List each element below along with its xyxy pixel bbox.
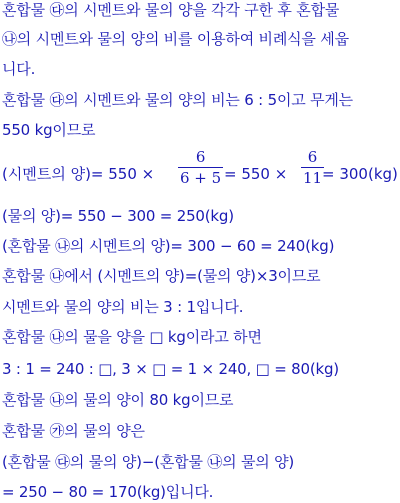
text-line: 3 : 1 = 240 : □, 3 × □ = 1 × 240, □ = 80(kg) <box>2 360 339 378</box>
text-line: 니다. <box>2 60 36 78</box>
formula-middle: = 550 × <box>224 165 288 183</box>
text-line: 혼합물 ㉯에서 (시멘트의 양)=(물의 양)×3이므로 <box>2 267 321 285</box>
text-line: 550 kg이므로 <box>2 121 96 139</box>
fraction-6-over-11 <box>301 148 324 187</box>
text-line: = 250 − 80 = 170(kg)입니다. <box>2 483 214 501</box>
text-line: 시멘트와 물의 양의 비는 3 : 1입니다. <box>2 298 244 316</box>
text-line: 혼합물 ㉰의 시멘트와 물의 양을 각각 구한 후 혼합물 <box>2 1 340 19</box>
fraction-numerator: 6 <box>195 148 206 166</box>
text-line: 혼합물 ㉯의 물을 양을 □ kg이라고 하면 <box>2 328 262 346</box>
fraction-denominator: 11 <box>303 169 323 188</box>
fraction-bar <box>178 167 223 168</box>
formula-prefix: (시멘트의 양)= 550 × <box>2 165 155 183</box>
text-line: (혼합물 ㉰의 물의 양)−(혼합물 ㉯의 물의 양) <box>2 453 295 471</box>
fraction-bar <box>301 167 324 168</box>
text-line: ㉯의 시멘트와 물의 양의 비를 이용하여 비례식을 세웁 <box>2 30 349 48</box>
text-line: 혼합물 ㉯의 물의 양이 80 kg이므로 <box>2 391 234 409</box>
text-line: (혼합물 ㉯의 시멘트의 양)= 300 − 60 = 240(kg) <box>2 237 335 255</box>
fraction-6-over-6-plus-5 <box>178 148 223 187</box>
fraction-denominator: 6 + 5 <box>180 169 222 188</box>
text-line: (물의 양)= 550 − 300 = 250(kg) <box>2 207 234 225</box>
text-line: 혼합물 ㉮의 물의 양은 <box>2 422 145 440</box>
fraction-numerator: 6 <box>307 148 318 166</box>
formula-suffix: = 300(kg) <box>322 165 398 183</box>
text-line: 혼합물 ㉰의 시멘트와 물의 양의 비는 6 : 5이고 무게는 <box>2 91 353 109</box>
